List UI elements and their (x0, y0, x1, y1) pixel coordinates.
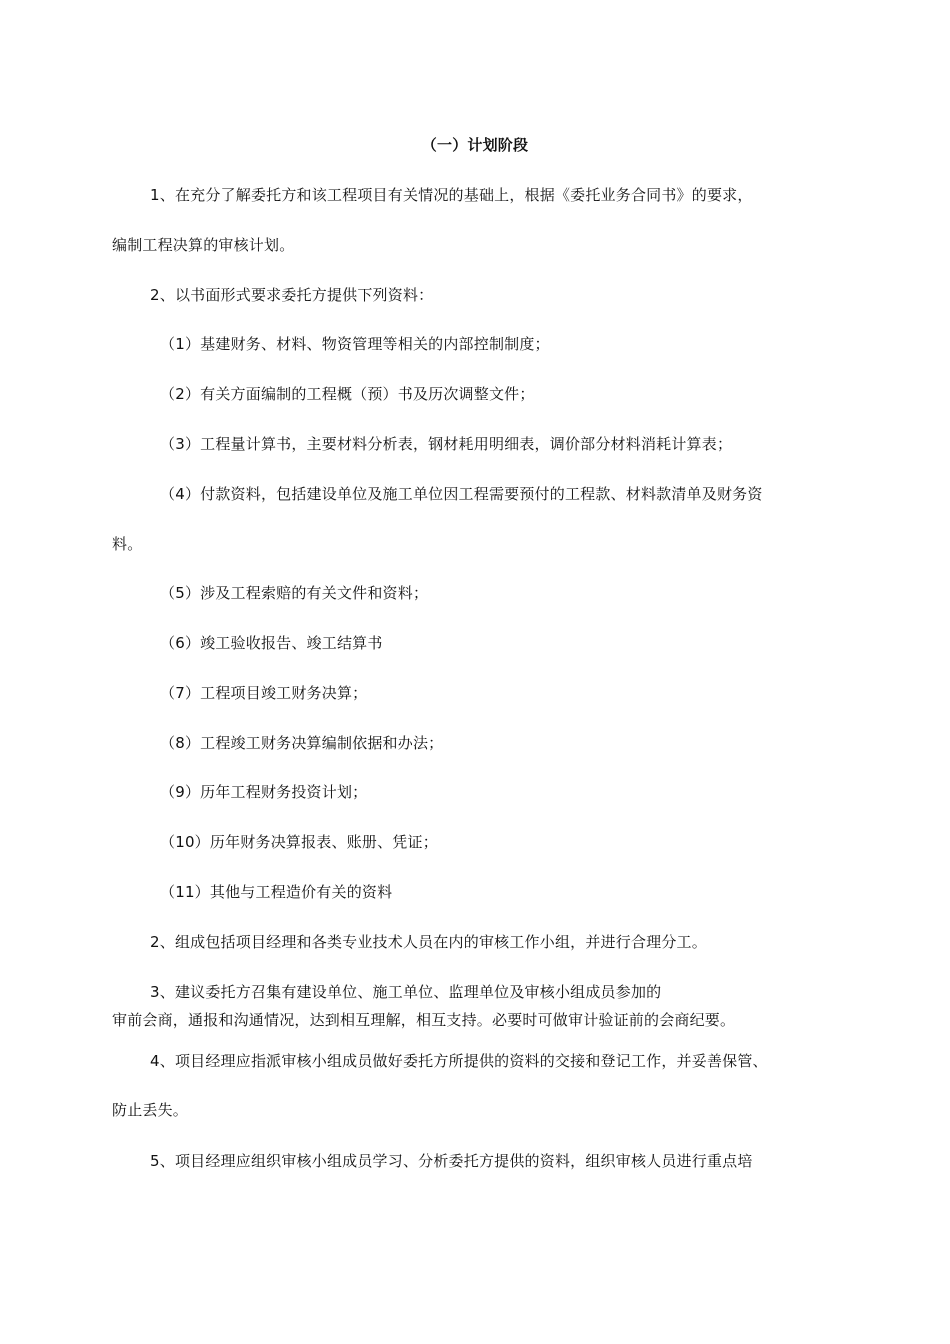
paragraph-5-line-2: 防止丢失。 (112, 1101, 189, 1119)
list-item-5: （5）涉及工程索赔的有关文件和资料； (160, 584, 429, 602)
list-item-9: （9）历年工程财务投资计划； (160, 783, 368, 801)
list-item-1: （1）基建财务、材料、物资管理等相关的内部控制制度； (160, 335, 550, 353)
list-item-4: （4）付款资料，包括建设单位及施工单位因工程需要预付的工程款、材料款清单及财务资 (160, 485, 763, 503)
paragraph-3: 2、组成包括项目经理和各类专业技术人员在内的审核工作小组，并进行合理分工。 (150, 933, 707, 951)
list-item-3: （3）工程量计算书，主要材料分析表，钢材耗用明细表，调价部分材料消耗计算表； (160, 435, 733, 453)
list-item-10: （10）历年财务决算报表、账册、凭证； (160, 833, 438, 851)
list-item-11: （11）其他与工程造价有关的资料 (160, 883, 393, 901)
paragraph-1-line-2: 编制工程决算的审核计划。 (112, 236, 295, 254)
list-item-6: （6）竣工验收报告、竣工结算书 (160, 634, 383, 652)
paragraph-4-line-1: 3、建议委托方召集有建设单位、施工单位、监理单位及审核小组成员参加的 (150, 983, 662, 1001)
paragraph-5-line-1: 4、项目经理应指派审核小组成员做好委托方所提供的资料的交接和登记工作，并妥善保管、 (150, 1052, 768, 1070)
paragraph-4-line-2: 审前会商，通报和沟通情况，达到相互理解，相互支持。必要时可做审计验证前的会商纪要。 (112, 1011, 736, 1029)
list-item-4-continuation: 料。 (112, 535, 143, 553)
list-item-7: （7）工程项目竣工财务决算； (160, 684, 368, 702)
list-item-2: （2）有关方面编制的工程概（预）书及历次调整文件； (160, 385, 535, 403)
list-item-8: （8）工程竣工财务决算编制依据和办法； (160, 734, 444, 752)
section-heading: （一）计划阶段 (421, 136, 529, 154)
paragraph-1-line-1: 1、在充分了解委托方和该工程项目有关情况的基础上，根据《委托业务合同书》的要求， (150, 186, 753, 204)
paragraph-2: 2、以书面形式要求委托方提供下列资料： (150, 286, 434, 304)
paragraph-6-line-1: 5、项目经理应组织审核小组成员学习、分析委托方提供的资料，组织审核人员进行重点培 (150, 1152, 753, 1170)
